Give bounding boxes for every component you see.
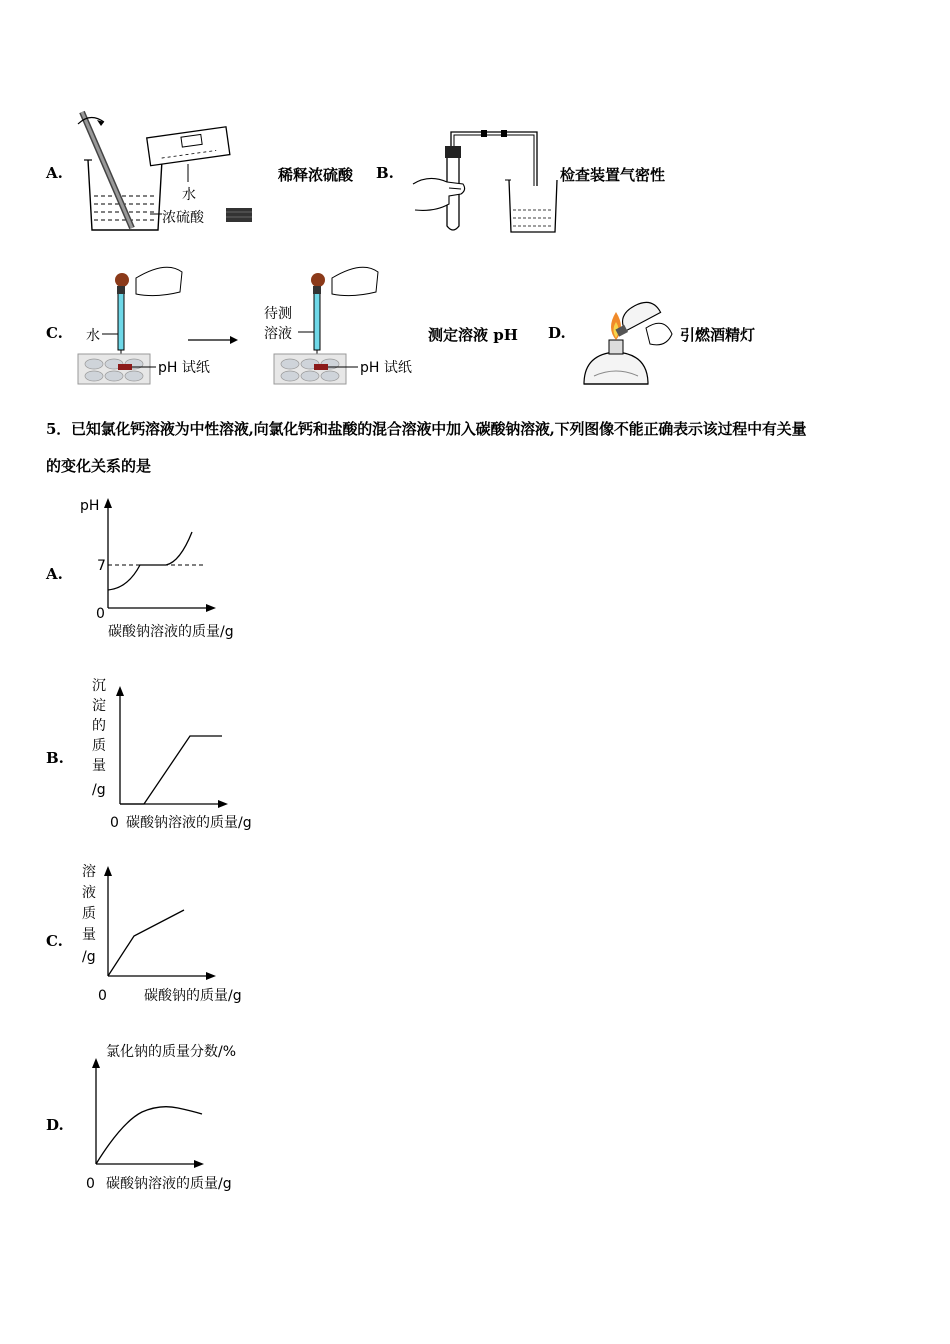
graph-c-xlabel: 碳酸钠的质量/g (144, 988, 242, 1004)
graph-a-curve (108, 532, 192, 590)
graph-c (74, 856, 274, 1006)
graph-a (70, 492, 290, 642)
graph-a-xlabel: 碳酸钠溶液的质量/g (108, 624, 234, 640)
option-c-caption: 测定溶液 pH (428, 326, 518, 344)
option-c-letter: C. (46, 324, 63, 342)
dropper-left (115, 267, 182, 360)
graph-b-ylabel-4: 量 (92, 758, 106, 774)
graph-b-ylabel-5: /g (92, 782, 106, 798)
graph-b-ylabel (92, 678, 106, 798)
option-d-letter: D. (548, 324, 566, 342)
graph-c-ylabel-2: 质 (82, 906, 96, 922)
graph-c-curve (108, 910, 184, 976)
question-5 (46, 411, 916, 485)
graph-b-letter: B. (46, 749, 64, 767)
graph-b (82, 672, 292, 838)
graph-c-ylabel-1: 液 (82, 885, 96, 901)
label-ph-paper-1: pH 试纸 (158, 360, 210, 376)
graph-a-seven-tick: 7 (97, 558, 106, 574)
option-b-caption: 检查装置气密性 (560, 166, 666, 184)
label-test-solution-2: 溶液 (264, 326, 292, 342)
graph-c-letter: C. (46, 932, 63, 950)
graph-d-curve (96, 1107, 202, 1164)
label-water-c: 水 (86, 328, 100, 344)
graph-b-xlabel: 碳酸钠溶液的质量/g (126, 815, 252, 831)
graph-d-letter: D. (46, 1116, 64, 1134)
dilute-acid-illustration (70, 104, 265, 239)
graph-c-ylabel-4: /g (82, 949, 96, 965)
graph-c-ylabel-3: 量 (82, 927, 96, 943)
graph-a-letter: A. (46, 565, 63, 583)
alcohol-lamp-illustration (576, 296, 676, 396)
question-line-2: 的变化关系的是 (46, 457, 152, 475)
option-d-caption: 引燃酒精灯 (680, 326, 756, 344)
graph-b-ylabel-1: 淀 (92, 698, 106, 714)
option-a-letter: A. (46, 164, 63, 182)
label-test-solution-1: 待测 (264, 306, 292, 322)
graph-b-curve (120, 736, 222, 804)
label-ph-paper-2: pH 试纸 (360, 360, 412, 376)
airtight-check-illustration (405, 122, 560, 237)
graph-a-ylabel: pH (80, 498, 100, 514)
dropper-right (311, 267, 378, 360)
graph-b-ylabel-3: 质 (92, 738, 106, 754)
graph-d (78, 1040, 288, 1194)
label-water: 水 (182, 187, 196, 203)
graph-d-origin: 0 (86, 1176, 95, 1192)
label-conc-acid: 浓硫酸 (162, 210, 204, 226)
graph-c-ylabel-0: 溶 (82, 864, 96, 880)
question-line-1: 5．已知氯化钙溶液为中性溶液,向氯化钙和盐酸的混合溶液中加入碳酸钠溶液,下列图像不能正确表示该过程中有关量 (46, 420, 807, 438)
graph-c-ylabel (82, 863, 96, 965)
graph-d-ylabel: 氯化钠的质量分数/% (106, 1044, 237, 1060)
ph-test-illustration (76, 258, 436, 393)
option-b-letter: B. (376, 164, 394, 182)
graph-b-origin: 0 (110, 815, 119, 831)
graph-c-origin: 0 (98, 988, 107, 1004)
graph-b-ylabel-0: 沉 (92, 678, 106, 694)
graph-a-origin: 0 (96, 606, 105, 622)
option-a-caption: 稀释浓硫酸 (278, 166, 354, 184)
graph-b-ylabel-2: 的 (92, 718, 106, 734)
graph-d-xlabel: 碳酸钠溶液的质量/g (106, 1176, 232, 1192)
